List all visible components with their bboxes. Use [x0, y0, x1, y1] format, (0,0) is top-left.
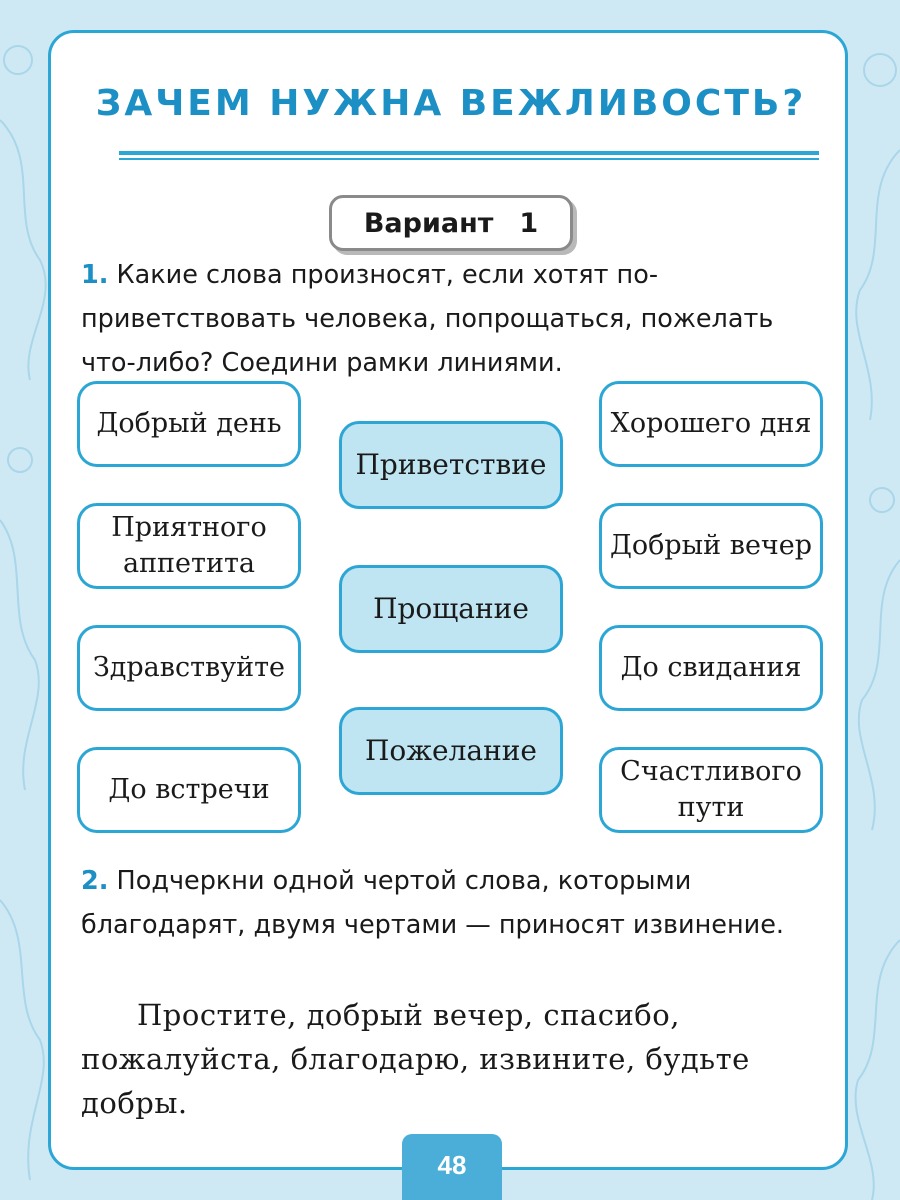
left-box-1[interactable]: Добрый день: [77, 381, 301, 467]
task-2: [81, 859, 831, 947]
title-underline-thin: [119, 158, 819, 160]
task-1: [81, 253, 831, 385]
task-2-text: Подчеркни одной чертой слова, которыми благодарят, двумя чертами — приносят извинение.: [81, 866, 785, 940]
variant-badge: [329, 195, 573, 251]
category-box-wish[interactable]: Пожелание: [339, 707, 563, 795]
category-box-farewell[interactable]: Прощание: [339, 565, 563, 653]
right-box-4[interactable]: Счастливого пути: [599, 747, 823, 833]
left-box-3[interactable]: Здравствуйте: [77, 625, 301, 711]
variant-number: 1: [519, 207, 539, 239]
left-box-2[interactable]: Приятного аппетита: [77, 503, 301, 589]
left-box-4[interactable]: До встречи: [77, 747, 301, 833]
right-box-3[interactable]: До свидания: [599, 625, 823, 711]
task-2-number: 2.: [81, 866, 109, 896]
title-underline: [119, 151, 819, 155]
category-box-greeting[interactable]: Приветствие: [339, 421, 563, 509]
variant-label: Вариант: [363, 207, 494, 239]
right-box-2[interactable]: Добрый вечер: [599, 503, 823, 589]
page-number: 48: [402, 1134, 502, 1200]
right-box-1[interactable]: Хорошего дня: [599, 381, 823, 467]
page-title: ЗАЧЕМ НУЖНА ВЕЖЛИВОСТЬ?: [95, 83, 807, 124]
task-1-text: Какие слова произносят, если хотят поприветствовать человека, попрощаться, пожелать что-либо? Соедини рамки линиями.: [81, 260, 774, 378]
task-1-number: 1.: [81, 260, 109, 290]
phrase-text: Простите, добрый вечер, спасибо, пожалуйста, благодарю, извините, будьте добры.: [81, 998, 750, 1120]
worksheet-card: [48, 30, 848, 1170]
